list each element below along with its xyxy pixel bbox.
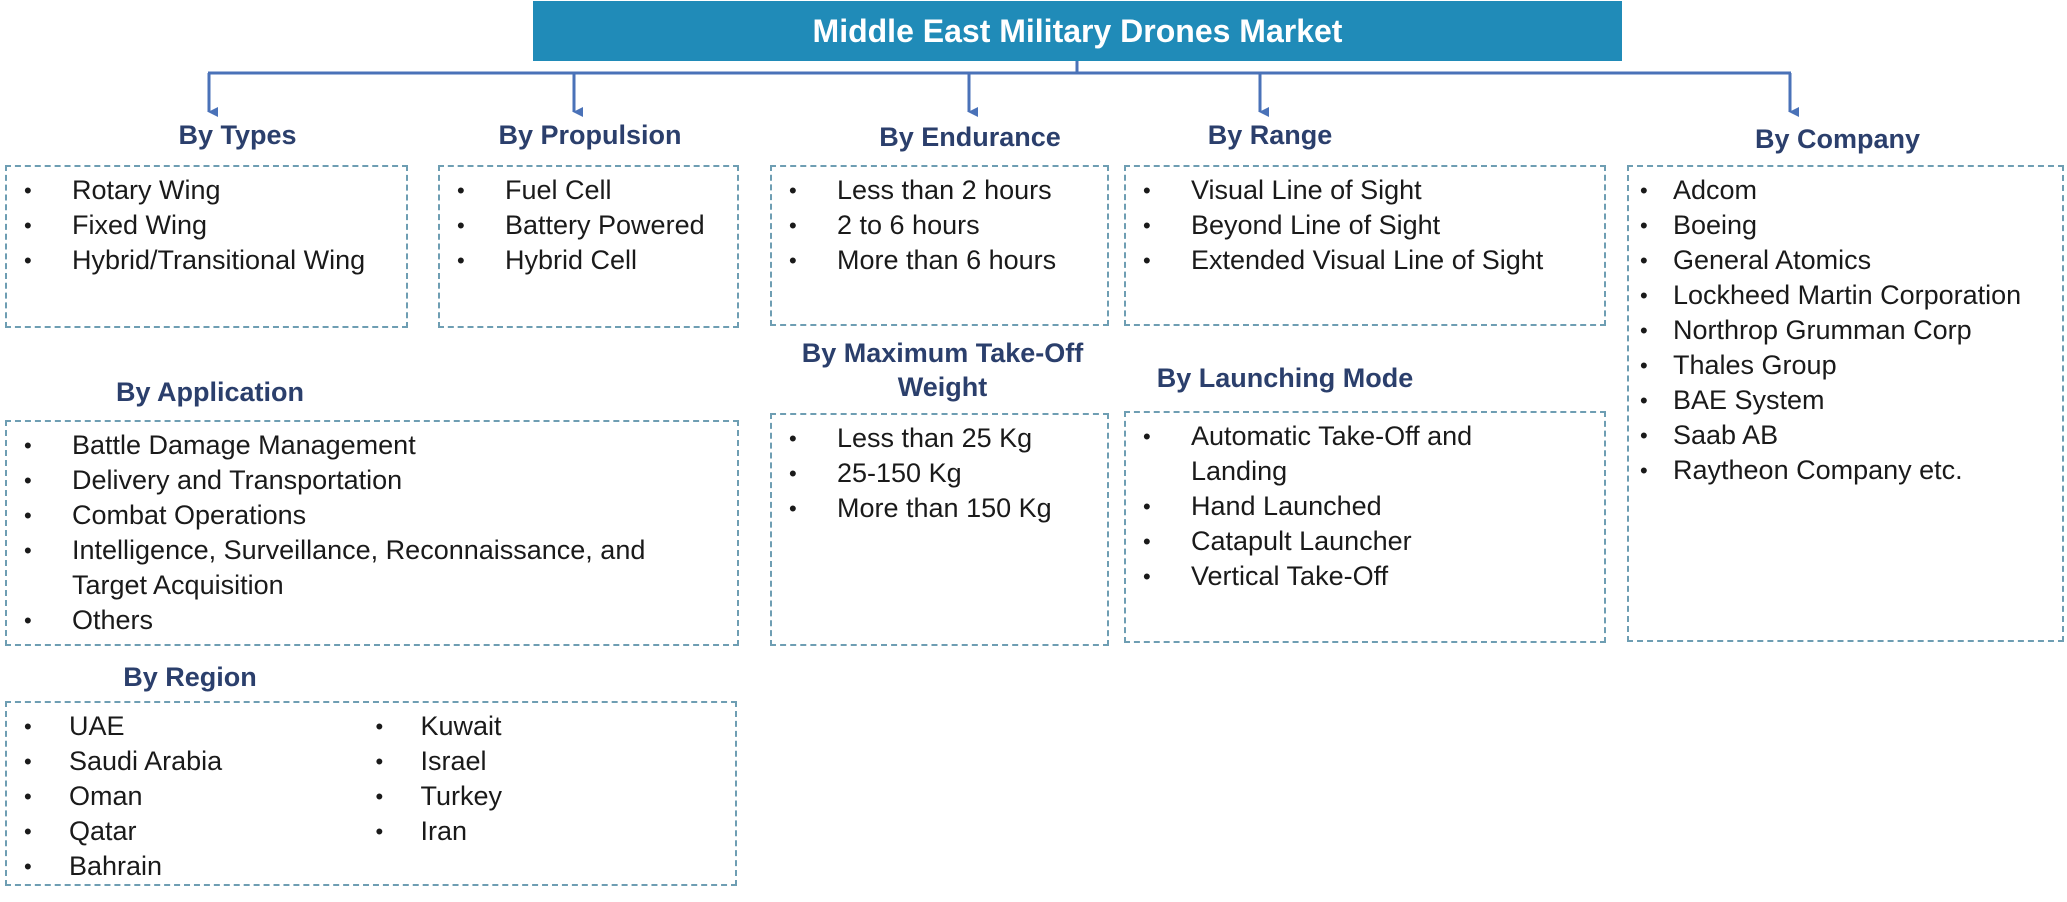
range-heading: By Range xyxy=(1207,120,1333,150)
mtow-box xyxy=(770,413,1109,646)
list-item: • Hybrid/Transitional Wing xyxy=(24,243,398,278)
region-heading: By Region xyxy=(123,662,257,692)
list-item: • 25-150 Kg xyxy=(789,456,1099,491)
list-item: • Bahrain xyxy=(24,849,376,884)
region-list-right xyxy=(376,709,728,884)
application-box xyxy=(5,420,739,646)
region-columns xyxy=(24,709,727,884)
list-item: • Extended Visual Line of Sight xyxy=(1143,243,1596,278)
list-item: • Beyond Line of Sight xyxy=(1143,208,1596,243)
launching-box xyxy=(1124,411,1606,643)
list-item: • Northrop Grumman Corp xyxy=(1640,313,2060,348)
company-heading: By Company xyxy=(1754,124,1921,154)
types-heading: By Types xyxy=(178,120,297,150)
mtow-list xyxy=(789,421,1099,526)
list-item: • Kuwait xyxy=(376,709,728,744)
company-box xyxy=(1627,165,2064,642)
list-item: • Saab AB xyxy=(1640,418,2060,453)
list-item: • Iran xyxy=(376,814,728,849)
list-item: • Boeing xyxy=(1640,208,2060,243)
list-item: • Adcom xyxy=(1640,173,2060,208)
list-item: • Less than 25 Kg xyxy=(789,421,1099,456)
list-item: • Saudi Arabia xyxy=(24,744,376,779)
diagram-title: Middle East Military Drones Market xyxy=(533,1,1622,61)
list-item: • UAE xyxy=(24,709,376,744)
endurance-list xyxy=(789,173,1099,278)
list-item: • Less than 2 hours xyxy=(789,173,1099,208)
list-item: • Intelligence, Surveillance, Reconnaissance, and Target Acquisition xyxy=(24,533,712,603)
list-item: • Qatar xyxy=(24,814,376,849)
list-item: • Raytheon Company etc. xyxy=(1640,453,2060,488)
region-list-left xyxy=(24,709,376,884)
list-item: • Others xyxy=(24,603,729,638)
application-list xyxy=(24,428,729,638)
list-item: • Rotary Wing xyxy=(24,173,398,208)
propulsion-box xyxy=(438,165,739,328)
list-item: • Combat Operations xyxy=(24,498,729,533)
list-item: • More than 6 hours xyxy=(789,243,1099,278)
list-item: • Battle Damage Management xyxy=(24,428,729,463)
propulsion-list xyxy=(457,173,729,278)
list-item: • Lockheed Martin Corporation xyxy=(1640,278,2060,313)
region-box xyxy=(5,701,737,886)
propulsion-heading: By Propulsion xyxy=(498,120,682,150)
list-item: • More than 150 Kg xyxy=(789,491,1099,526)
application-heading: By Application xyxy=(115,377,304,407)
endurance-heading: By Endurance xyxy=(879,122,1061,152)
list-item: • Thales Group xyxy=(1640,348,2060,383)
list-item: • Automatic Take-Off and Landing xyxy=(1143,419,1511,489)
list-item: • General Atomics xyxy=(1640,243,2060,278)
list-item: • Catapult Launcher xyxy=(1143,524,1596,559)
list-item: • Visual Line of Sight xyxy=(1143,173,1596,208)
list-item: • Delivery and Transportation xyxy=(24,463,729,498)
company-list xyxy=(1640,173,2060,488)
list-item: • Turkey xyxy=(376,779,728,814)
list-item: • Fixed Wing xyxy=(24,208,398,243)
types-list xyxy=(24,173,398,278)
launching-list xyxy=(1143,419,1596,594)
list-item: • Battery Powered xyxy=(457,208,729,243)
types-box xyxy=(5,165,408,328)
list-item: • Vertical Take-Off xyxy=(1143,559,1596,594)
launching-heading: By Launching Mode xyxy=(1156,363,1414,393)
list-item: • Israel xyxy=(376,744,728,779)
list-item: • Hand Launched xyxy=(1143,489,1596,524)
list-item: • BAE System xyxy=(1640,383,2060,418)
endurance-box xyxy=(770,165,1109,326)
list-item: • 2 to 6 hours xyxy=(789,208,1099,243)
range-list xyxy=(1143,173,1596,278)
list-item: • Oman xyxy=(24,779,376,814)
range-box xyxy=(1124,165,1606,326)
list-item: • Fuel Cell xyxy=(457,173,729,208)
mtow-heading: By Maximum Take-Off Weight xyxy=(801,338,1084,402)
list-item: • Hybrid Cell xyxy=(457,243,729,278)
